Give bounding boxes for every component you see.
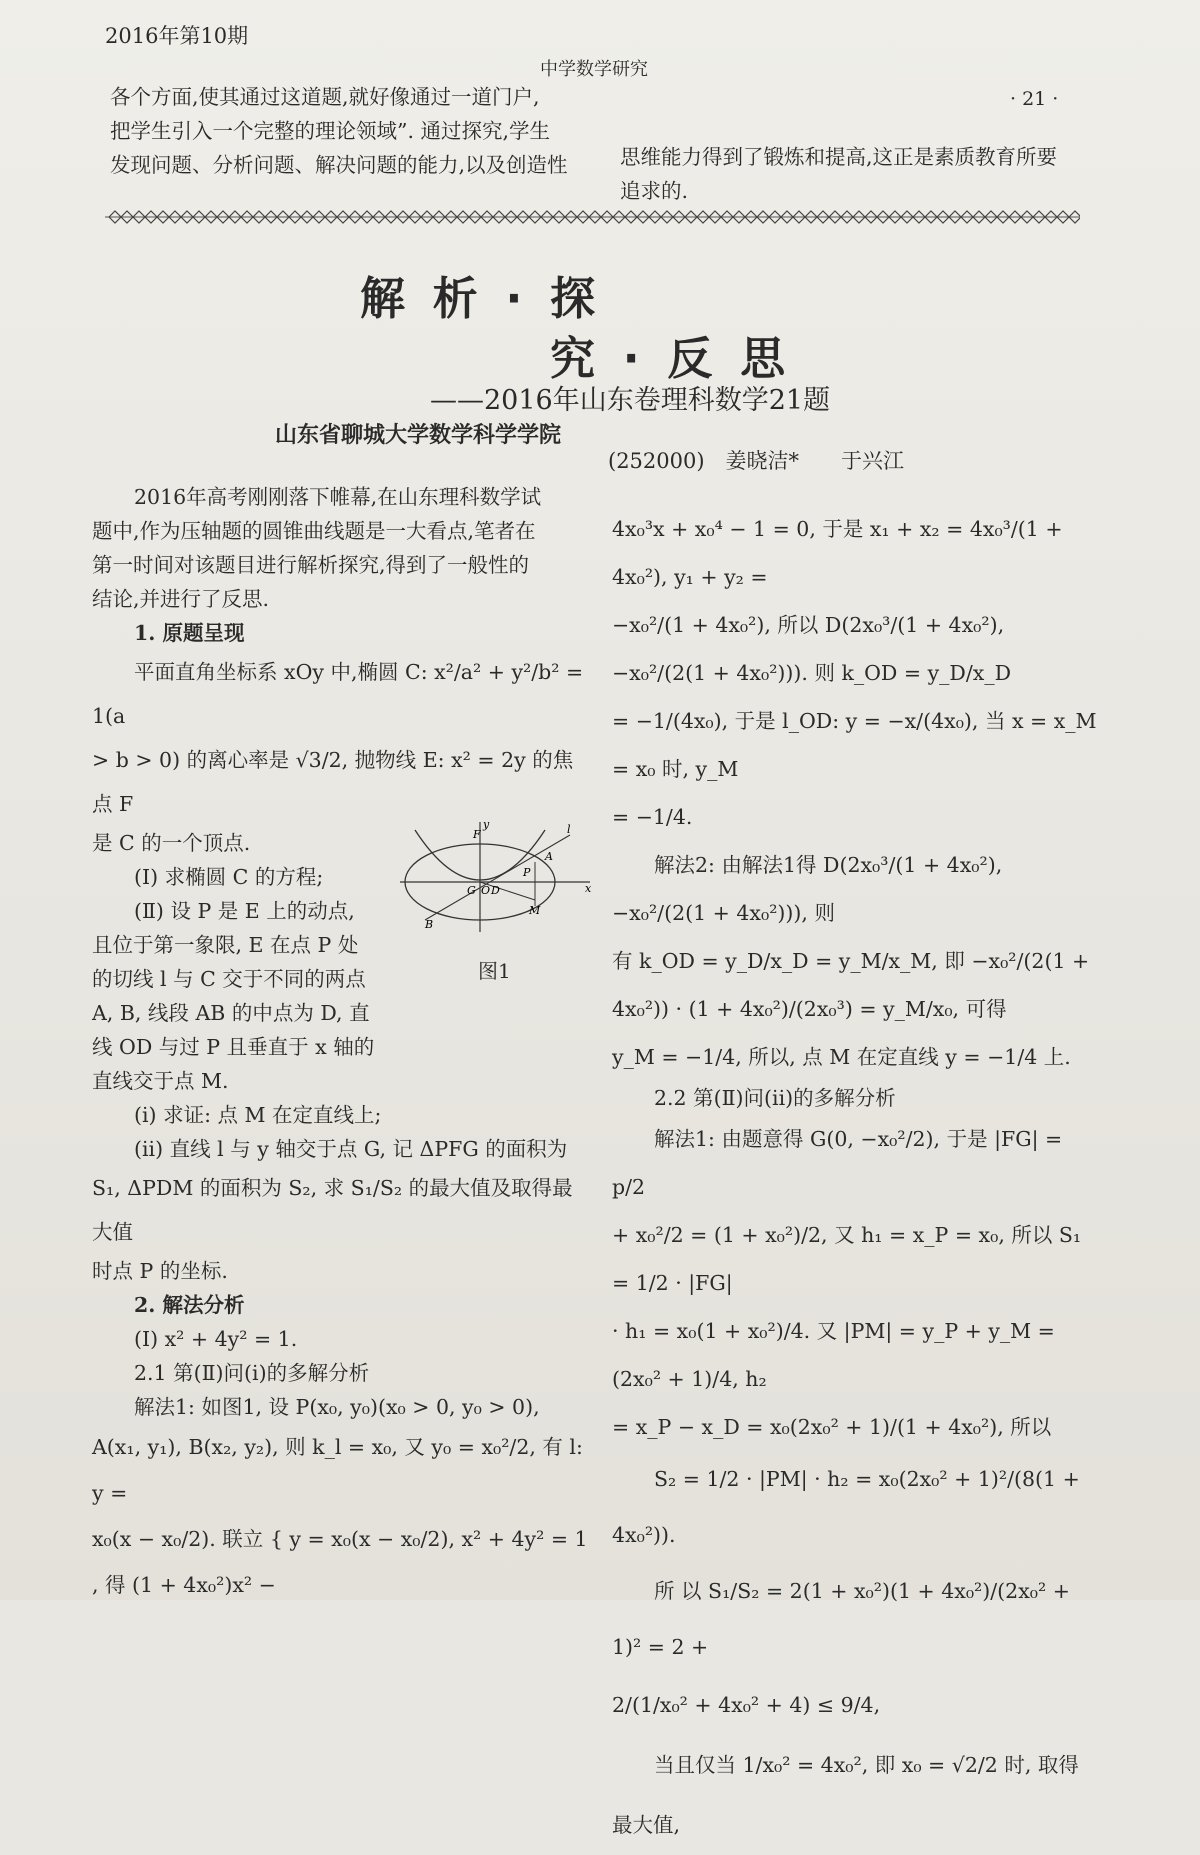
question-line: 线 OD 与过 P 且垂直于 x 轴的 <box>92 1035 375 1059</box>
solution-line: y_M = −1/4, 所以, 点 M 在定直线 y = −1/4 上. <box>612 1045 1071 1069</box>
decorative-divider <box>105 205 1080 229</box>
left-column <box>92 480 592 1608</box>
section-heading: 1. 原题呈现 <box>134 621 245 645</box>
previous-article-ending-right <box>620 140 1090 208</box>
article-title-part2: 究 · 反 思 <box>550 332 792 385</box>
question-line: 直线交于点 M. <box>92 1069 229 1093</box>
text-line: 把学生引入一个完整的理论领域”. 通过探究,学生 <box>110 119 551 143</box>
paragraph-line: 第一时间对该题目进行解析探究,得到了一般性的 <box>92 553 530 577</box>
paragraph-line: > b > 0) 的离心率是 √3/2, 抛物线 E: x² = 2y 的焦点 F <box>92 748 574 816</box>
text-line: 追求的. <box>620 179 689 203</box>
text-line: 各个方面,使其通过这道题,就好像通过一道门户, <box>110 85 540 109</box>
question-line: A, B, 线段 AB 的中点为 D, 直 <box>92 1001 370 1025</box>
label-x: x <box>585 882 592 895</box>
solution-line: −x₀²/(1 + 4x₀²), 所以 D(2x₀³/(1 + 4x₀²), −x₀²/(2(1 + 4x₀²))). 则 k_OD = y_D/x_D <box>612 613 1011 685</box>
solution-line: 2/(1/x₀² + 4x₀² + 4) ≤ 9/4, <box>612 1693 881 1717</box>
solution-line: = −1/(4x₀), 于是 l_OD: y = −x/(4x₀), 当 x = x_M = x₀ 时, y_M <box>612 709 1097 781</box>
solution-line: 所 以 S₁/S₂ = 2(1 + x₀²)(1 + 4x₀²)/(2x₀² + 1)² = 2 + <box>612 1579 1070 1659</box>
figure-1-ellipse-parabola <box>395 820 595 935</box>
solution-line: A(x₁, y₁), B(x₂, y₂), 则 k_l = x₀, 又 y₀ = x₀²/2, 有 l: y = <box>92 1435 583 1505</box>
previous-article-ending-left <box>110 80 590 182</box>
solution-line: 有 k_OD = y_D/x_D = y_M/x_M, 即 −x₀²/(2(1 + 4x₀²)) · (1 + 4x₀²)/(2x₀³) = y_M/x₀, 可得 <box>612 949 1090 1021</box>
solution-line: x₀(x − x₀/2). 联立 { y = x₀(x − x₀/2), x² + 4y² = 1 , 得 (1 + 4x₀²)x² − <box>92 1527 588 1597</box>
article-subtitle: ——2016年山东卷理科数学21题 <box>430 385 831 416</box>
section-heading: 2. 解法分析 <box>134 1293 245 1317</box>
solution-line: = x_P − x_D = x₀(2x₀² + 1)/(1 + 4x₀²), 所以 <box>612 1415 1052 1439</box>
label-a: A <box>545 850 553 863</box>
solution-line: S₂ = 1/2 · |PM| · h₂ = x₀(2x₀² + 1)²/(8(1 + 4x₀²)). <box>612 1467 1080 1547</box>
page-number: · 21 · <box>1010 88 1059 110</box>
text-line: 发现问题、分析问题、解决问题的能力,以及创造性 <box>110 153 568 177</box>
right-column <box>612 505 1097 1855</box>
question-line: (Ⅱ) 设 P 是 E 上的动点, <box>134 899 355 923</box>
solution-line: 4x₀³x + x₀⁴ − 1 = 0, 于是 x₁ + x₂ = 4x₀³/(1 + 4x₀²), y₁ + y₂ = <box>612 517 1063 589</box>
label-p: P <box>523 866 531 879</box>
solution-line: · h₁ = x₀(1 + x₀²)/4. 又 |PM| = y_P + y_M = (2x₀² + 1)/4, h₂ <box>612 1319 1055 1391</box>
solution-line: 解法1: 如图1, 设 P(x₀, y₀)(x₀ > 0, y₀ > 0), <box>134 1395 540 1419</box>
label-m: M <box>529 904 541 917</box>
question-line: (i) 求证: 点 M 在定直线上; <box>134 1103 382 1127</box>
subsection-heading: 2.1 第(Ⅱ)问(i)的多解分析 <box>134 1361 370 1385</box>
journal-name: 中学数学研究 <box>540 59 648 80</box>
label-g: G <box>467 884 476 897</box>
paragraph-line: 是 C 的一个顶点. <box>92 831 251 855</box>
label-l: l <box>567 823 571 836</box>
author-affiliation: 山东省聊城大学数学科学学院 <box>275 422 562 448</box>
text-line: 思维能力得到了锻炼和提高,这正是素质教育所要 <box>620 145 1058 169</box>
figure-caption: 图1 <box>478 959 511 983</box>
paragraph-line: 题中,作为压轴题的圆锥曲线题是一大看点,笔者在 <box>92 519 536 543</box>
label-o: O <box>481 884 491 897</box>
question-line: (ii) 直线 l 与 y 轴交于点 G, 记 ΔPFG 的面积为 <box>134 1137 568 1161</box>
solution-line: 解法2: 由解法1得 D(2x₀³/(1 + 4x₀²), −x₀²/(2(1 + 4x₀²))), 则 <box>612 853 1003 925</box>
subsection-heading: 2.2 第(Ⅱ)问(ii)的多解分析 <box>654 1086 896 1110</box>
label-f: F <box>473 828 481 841</box>
paragraph-line: 平面直角坐标系 xOy 中,椭圆 C: x²/a² + y²/b² = 1(a <box>92 660 584 728</box>
author-names: (252000) 姜晓洁* 于兴江 <box>608 449 905 473</box>
solution-line: 当且仅当 1/x₀² = 4x₀², 即 x₀ = √2/2 时, 取得最大值, <box>612 1753 1079 1837</box>
question-line: 且位于第一象限, E 在点 P 处 <box>92 933 359 957</box>
solution-line: 解法1: 由题意得 G(0, −x₀²/2), 于是 |FG| = p/2 <box>612 1127 1063 1199</box>
paragraph-line: 2016年高考刚刚落下帷幕,在山东理科数学试 <box>134 485 542 509</box>
issue-label: 2016年第10期 <box>105 24 249 48</box>
article-title-part1: 解 析 · 探 <box>360 272 602 325</box>
solution-line: = −1/4. <box>612 805 693 829</box>
paragraph-line: 结论,并进行了反思. <box>92 587 270 611</box>
solution-line: + x₀²/2 = (1 + x₀²)/2, 又 h₁ = x_P = x₀, 所以 S₁ = 1/2 · |FG| <box>612 1223 1082 1295</box>
question-line: (Ⅰ) 求椭圆 C 的方程; <box>134 865 324 889</box>
label-d: D <box>491 884 500 897</box>
answer-line: (Ⅰ) x² + 4y² = 1. <box>134 1327 298 1351</box>
label-y: y <box>483 820 490 831</box>
label-b: B <box>425 918 434 931</box>
question-line: S₁, ΔPDM 的面积为 S₂, 求 S₁/S₂ 的最大值及取得最大值 <box>92 1176 573 1244</box>
question-line: 时点 P 的坐标. <box>92 1259 228 1283</box>
question-line: 的切线 l 与 C 交于不同的两点 <box>92 967 366 991</box>
